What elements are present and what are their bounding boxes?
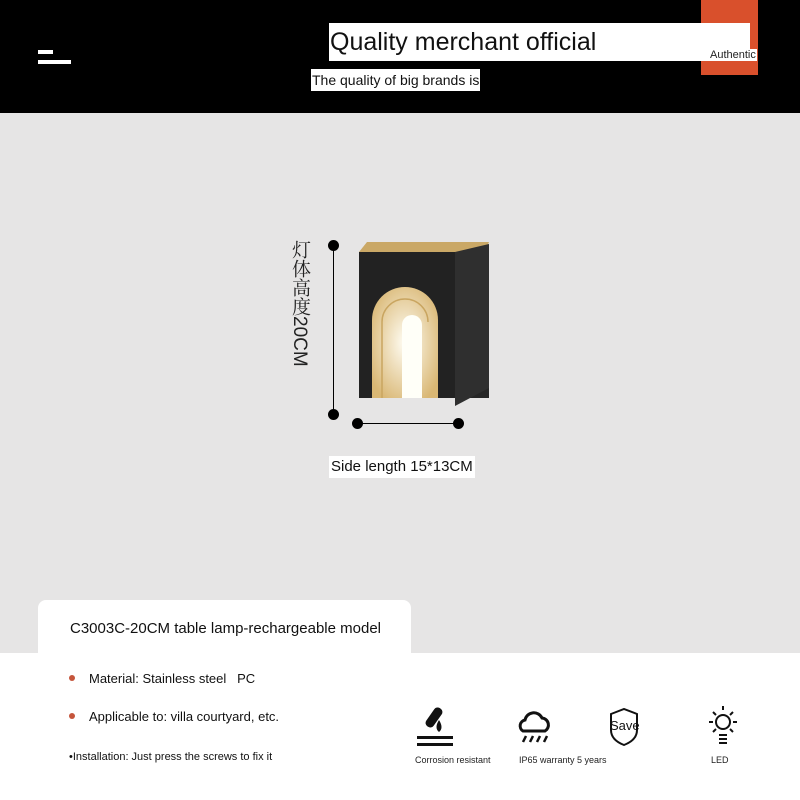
bullet-icon <box>69 675 75 681</box>
icon-label: Save <box>610 718 640 733</box>
width-line <box>357 423 459 424</box>
menu-icon <box>38 50 53 54</box>
header-subtitle: The quality of big brands is <box>311 69 480 91</box>
height-label: 灯体高度20CM <box>289 240 310 367</box>
icon-label: LED <box>711 755 729 765</box>
dimension-dot <box>453 418 464 429</box>
height-line <box>333 245 334 415</box>
dimension-dot <box>328 409 339 420</box>
menu-icon-bar <box>38 60 71 64</box>
feature-material: Material: Stainless steel PC <box>89 671 256 686</box>
lamp-image <box>355 240 495 410</box>
badge-label: Authentic <box>710 49 756 61</box>
corrosion-icon <box>415 706 455 748</box>
rain-cloud-icon <box>515 709 553 743</box>
feature-installation: •Installation: Just press the screws to fix it <box>69 751 273 763</box>
feature-application: Applicable to: villa courtyard, etc. <box>89 709 280 724</box>
header-title: Quality merchant official <box>329 23 750 61</box>
product-title: C3003C-20CM table lamp-rechargeable model <box>70 620 381 637</box>
icon-label: Corrosion resistant <box>415 755 491 765</box>
bullet-icon <box>69 713 75 719</box>
icon-label: IP65 warranty 5 years <box>519 755 607 765</box>
side-length-label: Side length 15*13CM <box>329 456 475 478</box>
bulb-icon <box>704 706 742 748</box>
